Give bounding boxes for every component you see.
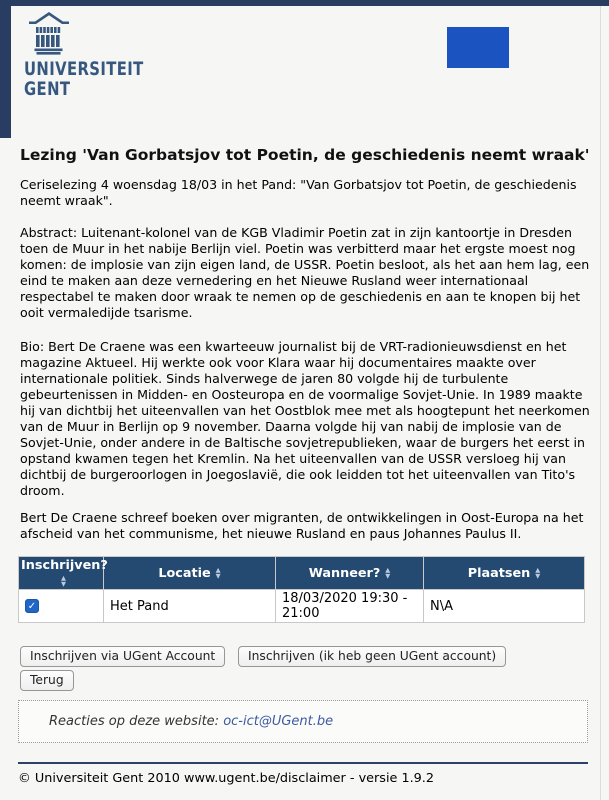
paragraph-bio: Bio: Bert De Craene was een kwarteeuw journalist bij de VRT-radionieuwsdienst en het magazine Aktueel. Hij werkte ook voor Klara waar hij documentaires maakte over internationale politiek. Sinds halverwege de jaren 80 volgde hij de turbulente gebeurtenissen in Midden- en Oosteuropa en de voormalige Sovjet-Unie. In 1989 maakte hij van dichtbij het uiteenvallen van het Oostblok mee met als hoogtepunt het neerkomen van de Muur in Berlijn op 9 november. Daarna volgde hij van nabij de implosie van de Sovjet-Unie, onder andere in de Baltische sovjetrepublieken, waar de burgers het eerst in opstand kwamen tegen het Kremlin. Na het uiteenvallen van de USSR versloeg hij van dichtbij de burgeroorlogen in Joegoslavië, die ook leidden tot het uiteenvallen van Tito's droom. — [20, 339, 590, 498]
inschrijven-checkbox[interactable] — [25, 599, 39, 613]
sort-icon[interactable] — [535, 567, 540, 579]
feedback-label: Reacties op deze website: — [49, 714, 224, 729]
column-header-label: Inschrijven? — [21, 558, 108, 573]
cell-wanneer: 18/03/2020 19:30 - 21:00 — [276, 590, 424, 623]
cell-locatie: Het Pand — [104, 590, 276, 623]
sort-icon[interactable] — [216, 567, 221, 579]
cell-inschrijven — [19, 590, 104, 623]
sort-down-icon: ▼ — [61, 579, 66, 588]
sort-icon[interactable] — [385, 567, 390, 579]
paragraph-ceriselezing: Ceriselezing 4 woensdag 18/03 in het Pand: "Van Gorbatsjov tot Poetin, de geschiedenis neemt wraak". — [20, 177, 577, 208]
logo-line-universiteit: UNIVERSITEIT — [24, 58, 144, 80]
feedback-box — [18, 700, 588, 743]
terug-button[interactable]: Terug — [20, 670, 74, 691]
sort-up-icon: ▲ — [61, 573, 66, 582]
column-header-locatie[interactable] — [104, 557, 276, 590]
sessions-table — [18, 556, 585, 623]
email-link[interactable]: oc-ict@UGent.be — [223, 714, 334, 729]
footer-divider — [18, 762, 588, 764]
column-header-plaatsen[interactable] — [424, 557, 585, 590]
copyright-text: © Universiteit Gent 2010 www.ugent.be/disclaimer - versie 1.9.2 — [18, 771, 434, 786]
column-header-label: Locatie — [158, 565, 211, 581]
page-title: Lezing 'Van Gorbatsjov tot Poetin, de geschiedenis neemt wraak' — [20, 146, 590, 164]
table-header-row — [19, 557, 585, 590]
logo-line-gent: GENT — [24, 78, 71, 100]
check-icon: ✓ — [27, 601, 37, 612]
cell-plaatsen: N\A — [424, 590, 585, 623]
sort-down-icon: ▼ — [215, 572, 221, 580]
paragraph-boeken: Bert De Craene schreef boeken over migranten, de ontwikkelingen in Oost-Europa na het afscheid van het communisme, het nieuwe Rusland en paus Johannes Paulus II. — [20, 510, 584, 541]
sort-down-icon: ▼ — [535, 572, 541, 580]
column-header-wanneer[interactable] — [276, 557, 424, 590]
column-header-label: Wanneer? — [308, 565, 381, 581]
sort-up-icon: ▲ — [215, 566, 221, 574]
sort-up-icon: ▲ — [535, 566, 541, 574]
paragraph-abstract: Abstract: Luitenant-kolonel van de KGB Vladimir Poetin zat in zijn kantoortje in Dresden toen de Muur in het nabije Berlijn viel. Poetin was verbitterd maar het ergste moest nog komen: de implosie van zijn eigen land, de USSR. Poetin besloot, als het aan hem lag, een eind te maken aan deze vernedering en het Nieuwe Rusland weer internationaal respectabel te maken door wraak te nemen op de geschiedenis en aan te knopen bij het ooit vermaledijde tsarisme. — [20, 225, 590, 320]
sort-icon[interactable] — [61, 575, 66, 587]
sort-up-icon: ▲ — [385, 566, 391, 574]
table-row — [19, 590, 585, 623]
column-header-inschrijven[interactable] — [19, 557, 108, 590]
column-header-label: Plaatsen — [467, 565, 531, 581]
inschrijven-ugent-account-button[interactable]: Inschrijven via UGent Account — [20, 646, 225, 667]
sort-down-icon: ▼ — [385, 572, 391, 580]
inschrijven-geen-account-button[interactable]: Inschrijven (ik heb geen UGent account) — [238, 646, 506, 667]
